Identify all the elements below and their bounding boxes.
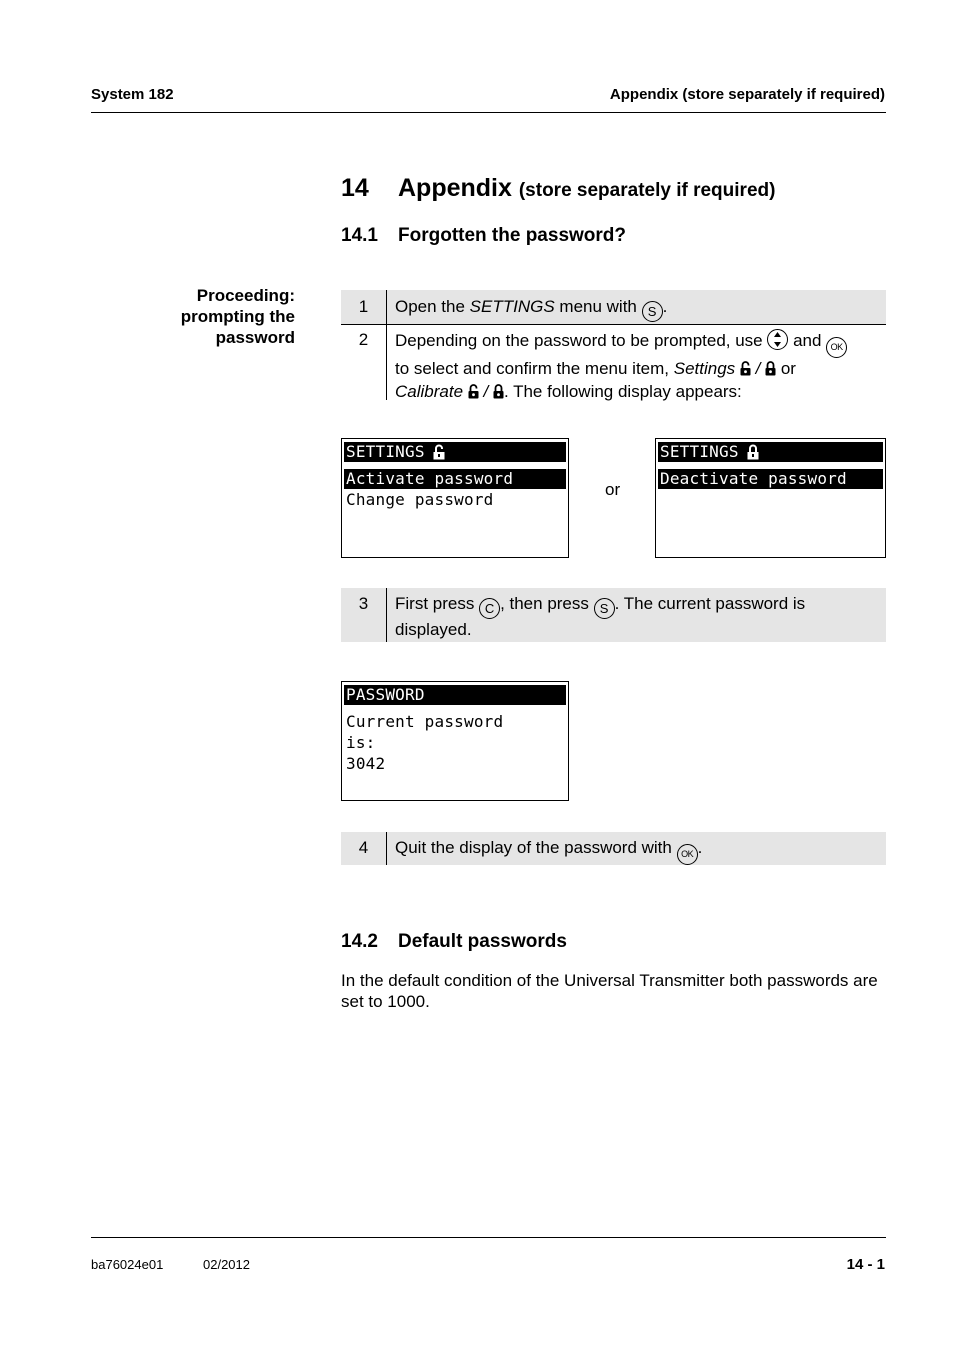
step-2 [341, 324, 886, 400]
lcd-settings-locked [655, 438, 886, 558]
section1-title: Forgotten the password? [398, 225, 626, 246]
step-1-text [395, 296, 876, 322]
section2-number: 14.2 [341, 931, 378, 952]
step-3-text [395, 593, 876, 640]
c-key-icon: C [479, 598, 500, 619]
settings-item-name: Settings [673, 359, 736, 378]
step-1-text-b: menu with [554, 297, 642, 316]
step-1-text-a: Open the [395, 297, 470, 316]
lcd-row-selected: Activate password [344, 469, 566, 489]
step-divider [386, 588, 387, 642]
chapter-title-sub: (store separately if required) [518, 180, 776, 201]
step-1-number: 1 [358, 297, 369, 316]
chapter-number: 14 [341, 174, 369, 202]
step-divider [386, 324, 387, 400]
step-3-text-a: First press [395, 594, 480, 613]
calibrate-item-name: Calibrate [395, 382, 464, 401]
header-right: Appendix (store separately if required) [609, 86, 885, 103]
step-divider [386, 832, 387, 865]
unlocked-lock-icon [433, 444, 445, 465]
step-3-number: 3 [358, 594, 369, 613]
side-heading-line-1: Proceeding: [196, 286, 295, 305]
step-3 [341, 588, 886, 642]
step-4-text [395, 837, 876, 865]
lcd-title-row [344, 442, 566, 462]
step-4-number: 4 [358, 838, 369, 857]
lcd-row: Change password [346, 490, 494, 509]
header-rule [91, 112, 886, 113]
s-key-icon: S [594, 598, 615, 619]
locked-lock-icon [493, 383, 504, 404]
lcd-row-password-value: 3042 [346, 754, 386, 773]
step-divider [386, 290, 387, 324]
locked-lock-icon [747, 444, 759, 465]
footer-date: 02/2012 [203, 1257, 250, 1272]
footer-doc-id: ba76024e01 [91, 1257, 164, 1272]
lcd-title-row: PASSWORD [344, 685, 566, 705]
step-3-text-d: displayed. [395, 620, 472, 639]
header-left: System 182 [91, 86, 174, 103]
step-1 [341, 290, 886, 324]
settings-menu-name: SETTINGS [469, 297, 555, 316]
lcd-password [341, 681, 569, 801]
step-4 [341, 832, 886, 865]
locked-lock-icon [765, 360, 776, 381]
side-heading [150, 285, 295, 348]
lcd-row-selected: Deactivate password [658, 469, 883, 489]
ok-key-icon: OK [826, 337, 847, 358]
slash: / [750, 359, 766, 378]
step-3-text-b: , then press [500, 594, 594, 613]
step-2-text-b: and [788, 331, 827, 350]
footer-page-number: 14 - 1 [846, 1256, 885, 1273]
side-heading-line-2: prompting the [180, 307, 295, 326]
slash: / [478, 382, 493, 401]
step-2-text [395, 329, 876, 404]
step-2-number: 2 [358, 330, 369, 349]
step-4-text-b: . [697, 838, 703, 857]
side-heading-line-3: password [215, 328, 295, 347]
lcd-row: Current password [346, 712, 504, 731]
lcd-settings-unlocked [341, 438, 569, 558]
lcd-title: SETTINGS [346, 442, 425, 461]
step-2-text-a: Depending on the password to be prompted, use [395, 331, 768, 350]
unlocked-lock-icon [740, 360, 751, 381]
step-1-text-c: . [662, 297, 668, 316]
chapter-title [398, 174, 775, 203]
or-label: or [605, 480, 621, 499]
footer-rule [91, 1237, 886, 1238]
step-3-text-c: . The current password is [614, 594, 806, 613]
lcd-title: SETTINGS [660, 442, 739, 461]
up-down-key-icon [767, 329, 788, 350]
section2-title: Default passwords [398, 931, 567, 952]
step-4-text-a: Quit the display of the password with [395, 838, 677, 857]
step-2-text-c: to select and confirm the menu item, [395, 359, 674, 378]
s-key-icon: S [642, 301, 663, 322]
section2-body: In the default condition of the Universal Transmitter both passwords are set to 1000. [341, 971, 878, 1011]
unlocked-lock-icon [468, 383, 479, 404]
chapter-title-main: Appendix [398, 174, 512, 202]
lcd-row: is: [346, 733, 376, 752]
step-2-text-e: . The following display appears: [503, 382, 742, 401]
section1-number: 14.1 [341, 225, 378, 246]
ok-key-icon: OK [677, 844, 698, 865]
lcd-title-row [658, 442, 883, 462]
step-2-text-d: or [776, 359, 796, 378]
